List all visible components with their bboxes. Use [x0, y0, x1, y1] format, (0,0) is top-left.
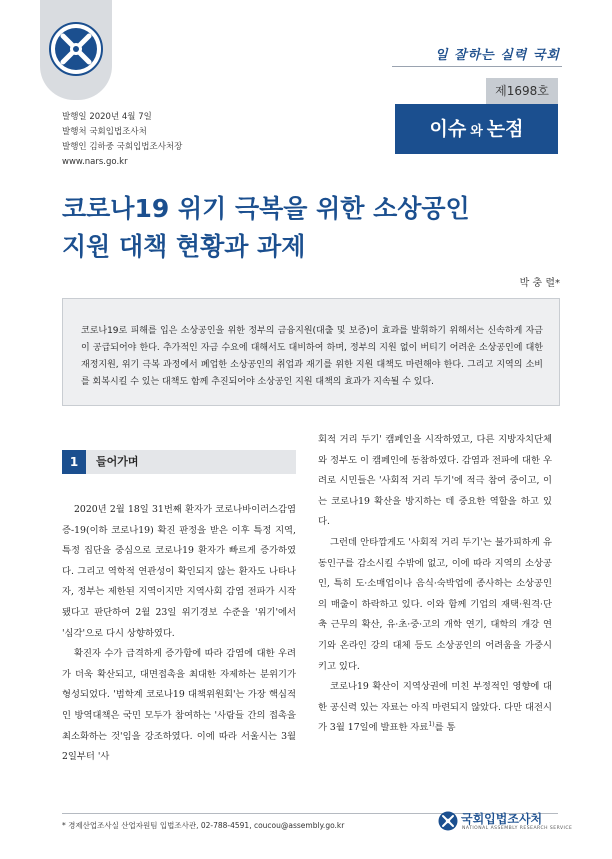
slogan: 일 잘하는 실력 국회 [434, 48, 560, 63]
body-paragraph-4-end: 를 통 [434, 722, 456, 734]
publish-date: 발행일 2020년 4월 7일 [62, 112, 152, 122]
body-paragraph-2: 확진자 수가 급격하게 증가함에 따라 감염에 대한 우려가 더욱 확산되고, 대면접촉을 최대한 자제하는 분위기가 형성되었다. '범학계 코로나19 대책위원회'는 가장 핵심적인 방역대책은 국민 모두가 참여하는 '사람들 간의 접촉을 최소화하는 것'임을 강조하였다. 이에 따라 서울시는 3월 2일부터 '사 [62, 648, 296, 763]
website-link[interactable]: www.nars.go.kr [62, 157, 128, 167]
section-header [62, 450, 296, 474]
issuer: 발행인 김하중 국회입법조사처장 [62, 142, 183, 152]
nars-emblem-icon [49, 22, 103, 76]
abstract-text: 코로나19로 피해를 입은 소상공인을 위한 정부의 금융지원(대출 및 보증)이 효과를 발휘하기 위해서는 신속하게 자금이 공급되어야 한다. 추가적인 자금 수요에 대해서도 대비하여 하며, 정부의 지원 없이 버티기 어려운 소상공인에 대한 재정지원, 위기 극복 과정에서 폐업한 소상공인의 취업과 재기를 위한 지원 대책도 마련해야 한다. 그리고 지역의 소비를 회복시킬 수 있는 대책도 함께 추진되어야 소상공인 지원 대책의 효과가 지속될 수 있다. [81, 326, 543, 387]
body-paragraph-1: 2020년 2월 18일 31번째 환자가 코로나바이러스감염증-19(이하 코로나19) 확진 판정을 받은 이후 특정 지역, 특정 집단을 중심으로 코로나19 환자가 빠르게 증가하였다. 그리고 역학적 연관성이 확인되지 않는 환자도 나타나자, 정부는 제한된 지역이지만 지역사회 감염 전파가 시작됐다고 판단하여 2월 23일 위기경보 수준을 '위기'에서 '심각'으로 다시 상향하였다. [62, 504, 296, 639]
body-column-right [318, 430, 552, 739]
series-banner [395, 104, 558, 154]
author-footnote: * 경제산업조사실 산업자원팀 입법조사관, 02-788-4591, coucou@assembly.go.kr [62, 821, 345, 830]
title-line-2: 지원 대책 현황과 과제 [62, 232, 306, 261]
body-paragraph-4-text: 코로나19 확산이 지역상권에 미친 부정적인 영향에 대한 공신력 있는 자료는 아직 마련되지 않았다. 다만 대전시가 3월 17일에 발표한 자료 [318, 681, 552, 734]
page-title [62, 190, 562, 266]
body-paragraph-3: 그런데 안타깝게도 '사회적 거리 두기'는 불가피하게 유동인구를 감소시킬 수밖에 없고, 이에 따라 지역의 소상공인, 특히 도·소매업이나 음식·숙박업에 종사하는 소상공인의 매출이 하락하고 있다. 이와 함께 기업의 재택·원격·단축 근무의 확산, 유·초·중·고의 개학 연기, 대학의 개강 연기와 온라인 강의 대체 등도 소상공인의 어려움을 가중시키고 있다. [318, 536, 552, 672]
footer-brand-english: NATIONAL ASSEMBLY RESEARCH SERVICE [462, 826, 573, 831]
section-number: 1 [62, 450, 86, 474]
section-label: 들어가며 [96, 455, 139, 468]
publisher: 발행처 국회입법조사처 [62, 127, 147, 137]
series-word-argument: 논점 [486, 118, 524, 140]
body-paragraph-2-continued: 회적 거리 두기' 캠페인을 시작하였고, 다른 지방자치단체와 정부도 이 캠페인에 동참하였다. 감염과 전파에 대한 우려로 시민들은 '사회적 거리 두기'에 적극 참여 중이고, 이는 코로나19 확산을 방지하는 데 중요한 역할을 하고 있다. [318, 434, 552, 528]
footer-brand-name: 국회입법조사처 [461, 812, 543, 826]
series-word-and: 와 [470, 124, 483, 139]
body-column-left [62, 500, 296, 768]
author: 박 충 렬* [519, 278, 560, 289]
title-line-1: 코로나19 위기 극복을 위한 소상공인 [62, 194, 470, 223]
issue-number-badge: 제1698호 [486, 78, 558, 104]
footnote-ref[interactable]: 1) [428, 721, 435, 729]
slogan-divider [392, 66, 562, 67]
publication-meta [62, 110, 182, 170]
series-word-issue: 이슈 [429, 118, 467, 140]
abstract-box [62, 298, 560, 406]
footer-emblem-icon [438, 811, 458, 831]
body-paragraph-4 [318, 677, 552, 739]
header-logo-tab [40, 0, 112, 100]
